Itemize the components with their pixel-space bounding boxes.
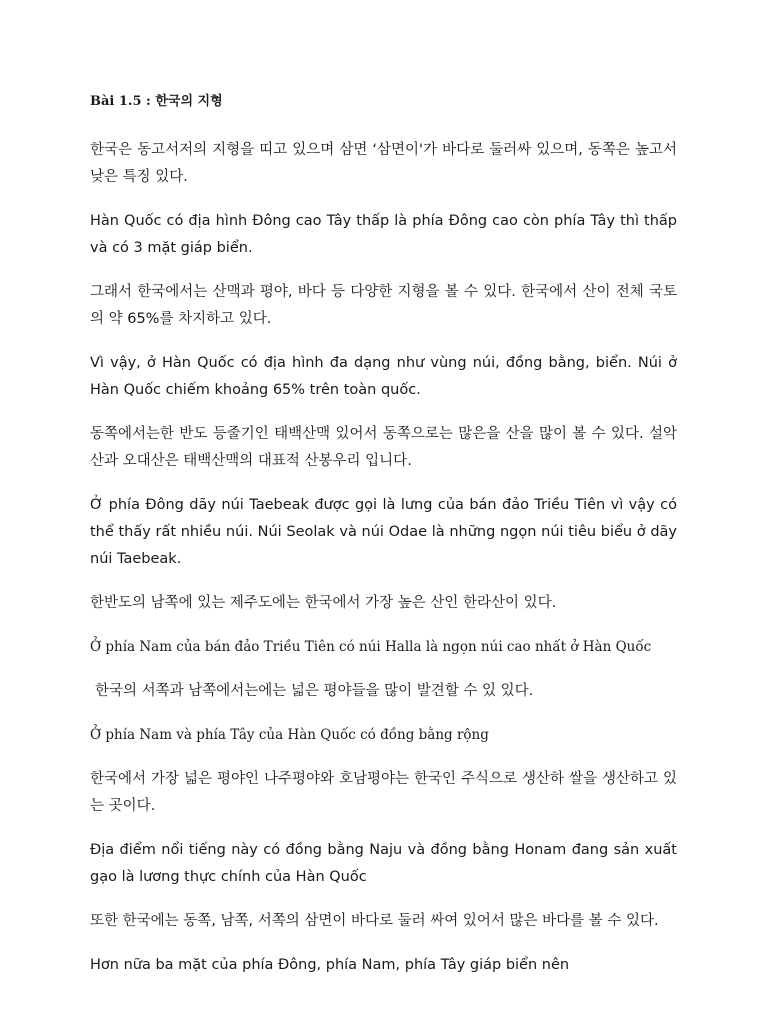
paragraph-korean-5: 한국의 서쪽과 남쪽에서는에는 넓은 평야들을 많이 발견할 수 있 있다. <box>95 683 534 699</box>
paragraph-vietnamese-5: Ở phía Nam và phía Tây của Hàn Quốc có đồng bằng rộng <box>90 727 489 743</box>
paragraph-korean-7: 또한 한국에는 동쪽, 남쪽, 서쪽의 삼면이 바다로 둘러 싸여 있어서 많은 바다를 볼 수 있다. <box>90 913 659 929</box>
lesson-title: Bài 1.5 : 한국의 지형 <box>90 94 223 109</box>
paragraph-vietnamese-6: Địa điểm nổi tiếng này có đồng bằng Naju và đồng bằng Honam đang sản xuất gạo là lương thực chính của Hàn Quốc <box>90 842 677 885</box>
paragraph-korean-4: 한반도의 남쪽에 있는 제주도에는 한국에서 가장 높은 산인 한라산이 있다. <box>90 595 557 611</box>
paragraph-korean-1: 한국은 동고서저의 지형을 띠고 있으며 삼면 ‘삼면이'가 바다로 둘러싸 있으며, 동쪽은 높고서 낮은 특징 있다. <box>90 142 677 185</box>
paragraph-korean-2: 그래서 한국에서는 산맥과 평야, 바다 등 다양한 지형을 볼 수 있다. 한국에서 산이 전체 국토의 약 65%를 차지하고 있다. <box>90 284 677 327</box>
paragraph-vietnamese-7: Hơn nữa ba mặt của phía Đông, phía Nam, phía Tây giáp biển nên <box>90 957 570 973</box>
paragraph-korean-6: 한국에서 가장 넓은 평야인 나주평야와 호남평야는 한국인 주식으로 생산하 쌀을 생산하고 있는 곳이다. <box>90 771 677 814</box>
document-page <box>90 86 677 996</box>
paragraph-vietnamese-4: Ở phía Nam của bán đảo Triều Tiên có núi Halla là ngọn núi cao nhất ở Hàn Quốc <box>90 639 652 655</box>
paragraph-vietnamese-2: Vì vậy, ở Hàn Quốc có địa hình đa dạng như vùng núi, đồng bằng, biển. Núi ở Hàn Quốc chiếm khoảng 65% trên toàn quốc. <box>90 355 677 398</box>
paragraph-vietnamese-1: Hàn Quốc có địa hình Đông cao Tây thấp là phía Đông cao còn phía Tây thì thấp và có 3 mặt giáp biển. <box>90 213 677 256</box>
paragraph-vietnamese-3: Ở phía Đông dãy núi Taebeak được gọi là lưng của bán đảo Triều Tiên vì vậy có thể thấy rất nhiều núi. Núi Seolak và núi Odae là những ngọn núi tiêu biểu ở dãy núi Taebeak. <box>90 497 677 567</box>
paragraph-korean-3: 동쪽에서는한 반도 등줄기인 태백산맥 있어서 동쪽으로는 많은을 산을 많이 볼 수 있다. 설악산과 오대산은 태백산맥의 대표적 산봉우리 입니다. <box>90 426 677 469</box>
